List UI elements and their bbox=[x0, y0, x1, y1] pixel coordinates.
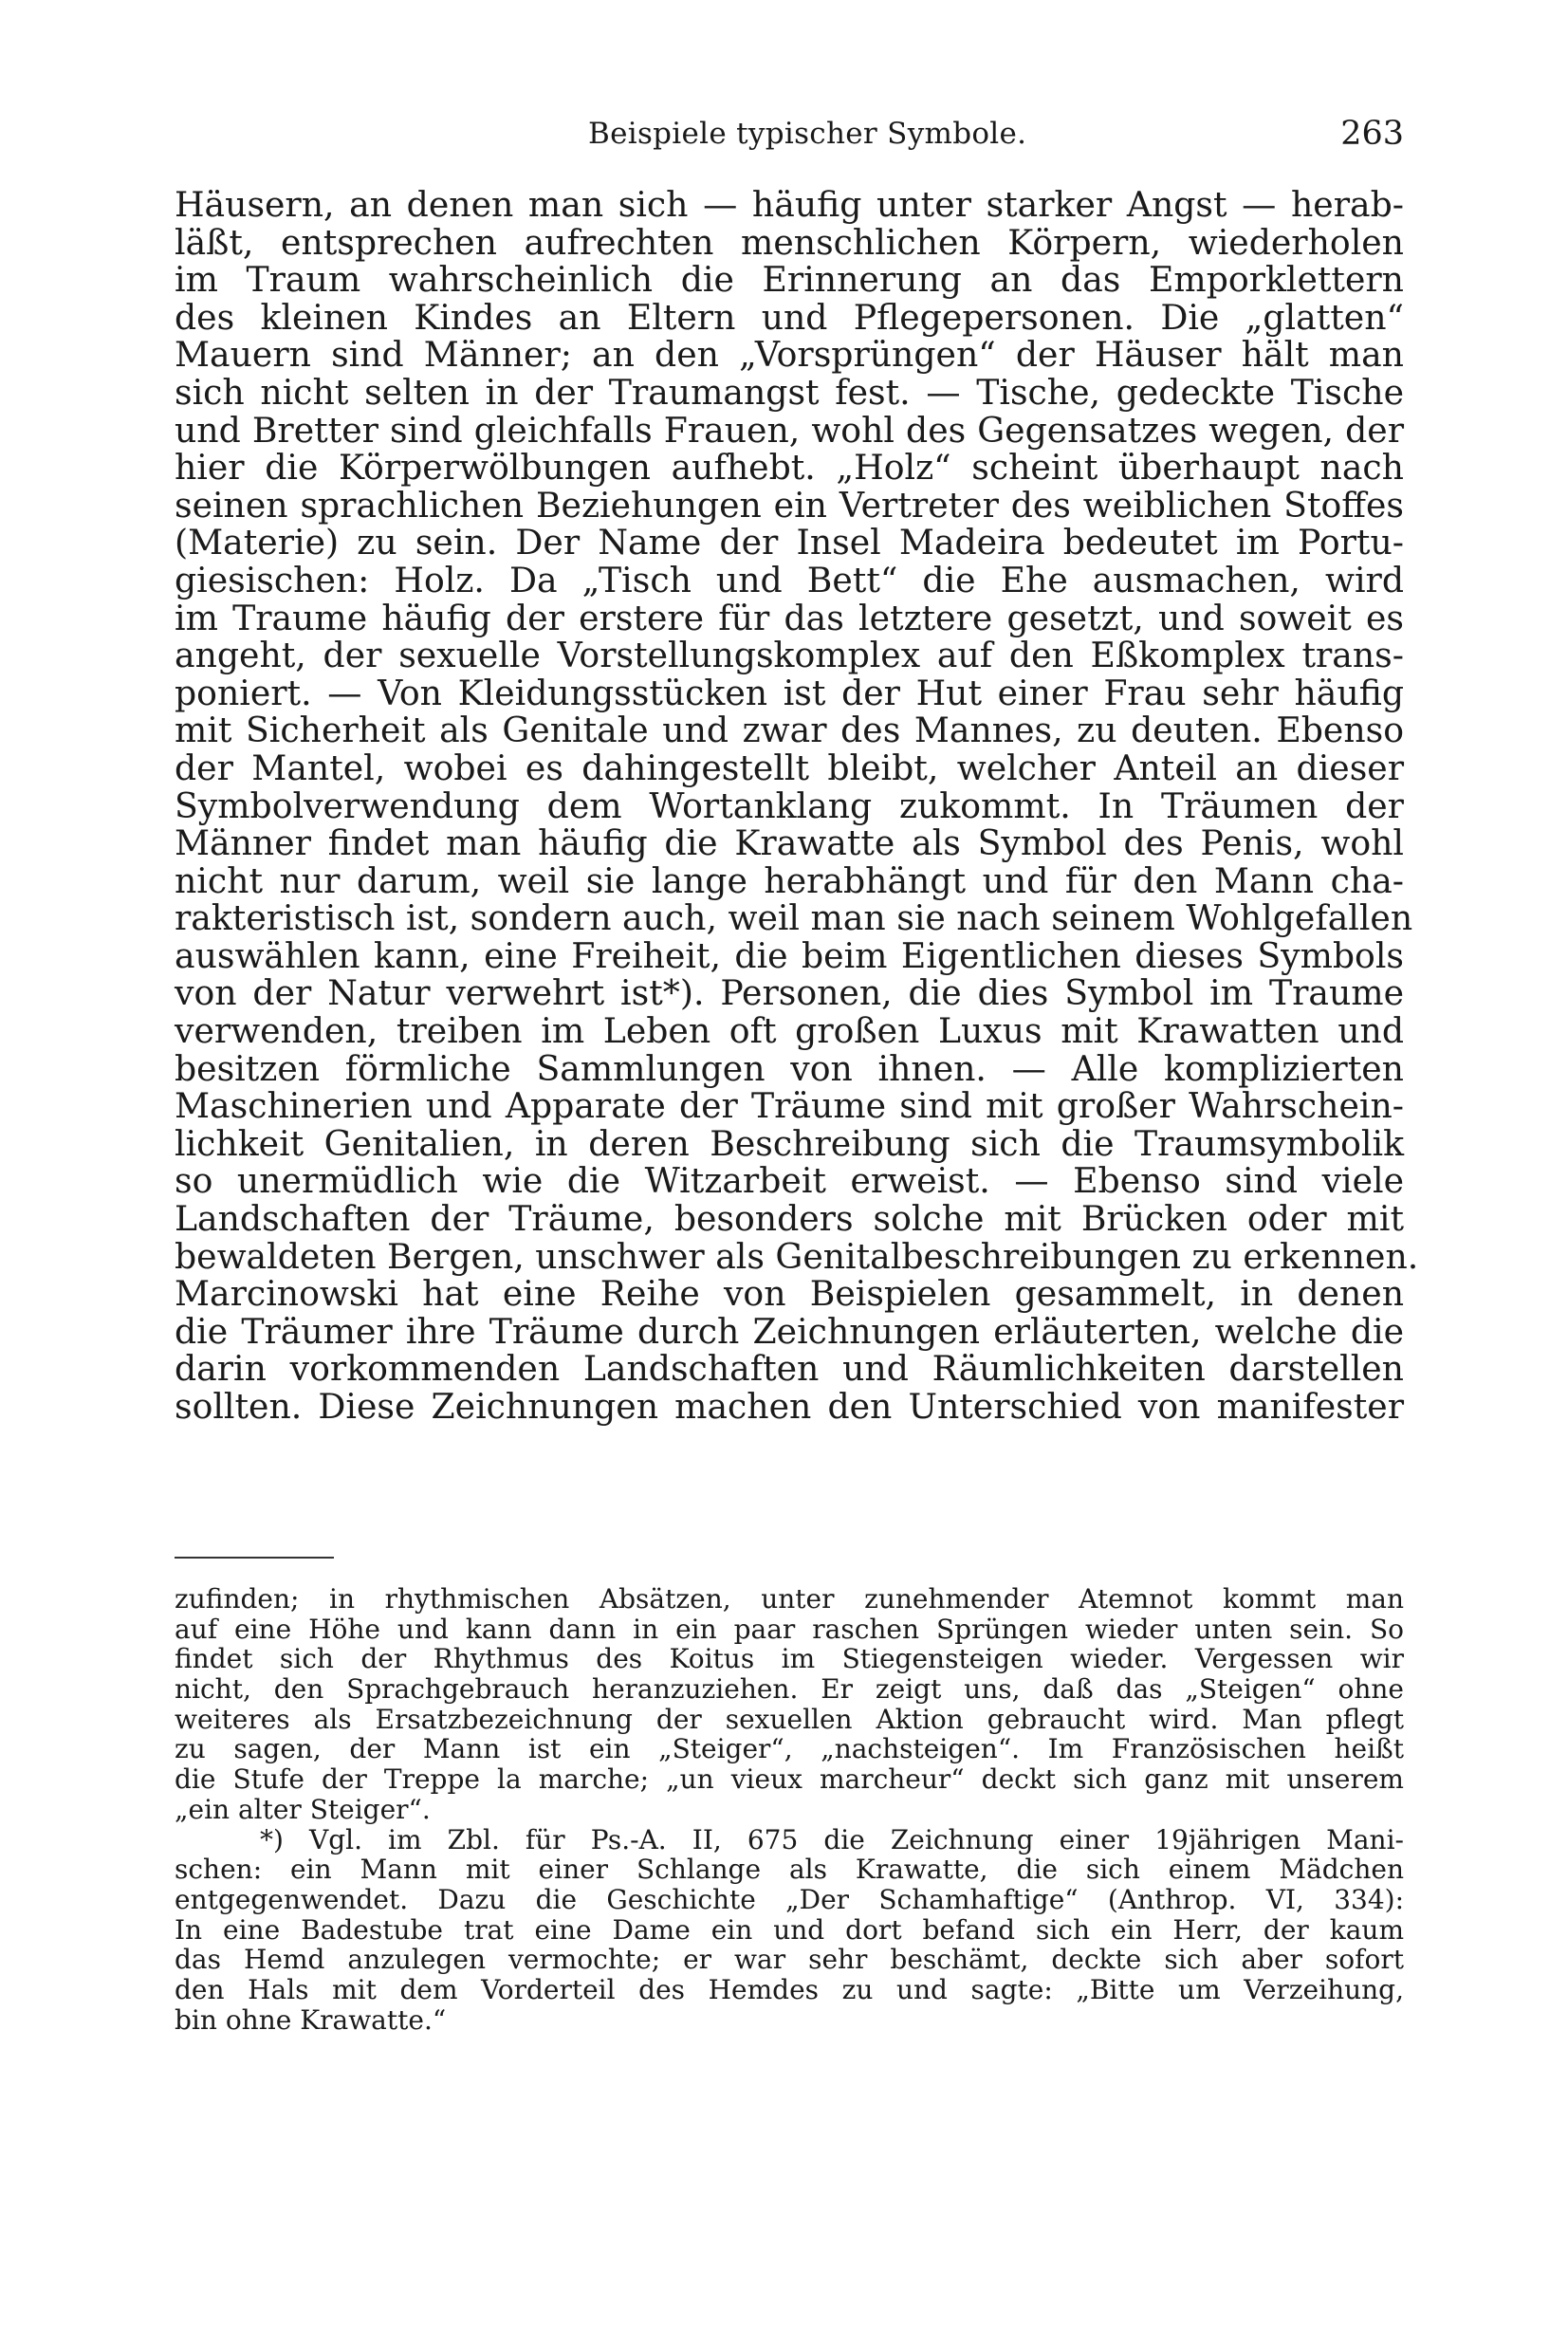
text-line: bewaldeten Bergen, unschwer als Genitalbeschreibungen zu erkennen. bbox=[175, 1235, 1419, 1277]
footnote-divider bbox=[175, 1557, 334, 1559]
footnote-line: weiteres als Ersatzbezeichnung der sexuellen Aktion gebraucht wird. Man pflegt bbox=[175, 1703, 1404, 1735]
text-line: von der Natur verwehrt ist*). Personen, die dies Symbol im Traume bbox=[175, 972, 1404, 1014]
text-line: mit Sicherheit als Genitale und zwar des Mannes, zu deuten. Ebenso bbox=[175, 710, 1404, 751]
footnote-line: zufinden; in rhythmischen Absätzen, unter zunehmender Atemnot kommt man bbox=[175, 1583, 1404, 1615]
text-line: Maschinerien und Apparate der Träume sind mit großer Wahrschein- bbox=[175, 1085, 1404, 1127]
text-line: nicht nur darum, weil sie lange herabhängt und für den Mann cha- bbox=[175, 859, 1404, 901]
text-line: seinen sprachlichen Beziehungen ein Vertreter des weiblichen Stoffes bbox=[175, 484, 1404, 526]
text-line: angeht, der sexuelle Vorstellungskomplex auf den Eßkomplex trans- bbox=[175, 635, 1404, 676]
running-title: Beispiele typischer Symbole. bbox=[588, 117, 1027, 151]
text-line: hier die Körperwölbungen aufhebt. „Holz“ scheint überhaupt nach bbox=[175, 447, 1404, 489]
text-line: Mauern sind Männer; an den „Vorsprüngen“ der Häuser hält man bbox=[175, 334, 1404, 376]
star-footnote-line: bin ohne Krawatte.“ bbox=[175, 2003, 447, 2036]
text-line: Symbolverwendung dem Wortanklang zukommt. In Träumen der bbox=[175, 784, 1404, 826]
text-line: läßt, entsprechen aufrechten menschlichen Körpern, wiederholen bbox=[175, 221, 1404, 263]
star-footnote-line: In eine Badestube trat eine Dame ein und dort befand sich ein Herr, der kaum bbox=[175, 1913, 1404, 1946]
text-line: der Mantel, wobei es dahingestellt bleibt, welcher Anteil an dieser bbox=[175, 747, 1404, 788]
page-number: 263 bbox=[1340, 115, 1404, 153]
text-line: sich nicht selten in der Traumangst fest. — Tische, gedeckte Tische bbox=[175, 371, 1404, 413]
text-line: Marcinowski hat eine Reihe von Beispielen gesammelt, in denen bbox=[175, 1273, 1404, 1315]
text-line: (Materie) zu sein. Der Name der Insel Madeira bedeutet im Portu- bbox=[175, 522, 1404, 563]
footnote-line: nicht, den Sprachgebrauch heranzuziehen. Er zeigt uns, daß das „Steigen“ ohne bbox=[175, 1673, 1404, 1706]
star-footnote-line: *) Vgl. im Zbl. für Ps.-A. II, 675 die Zeichnung einer 19jährigen Mani- bbox=[260, 1823, 1404, 1855]
page-header bbox=[175, 112, 1404, 156]
text-line: im Traume häufig der erstere für das letztere gesetzt, und soweit es bbox=[175, 597, 1404, 638]
text-line: darin vorkommenden Landschaften und Räumlichkeiten darstellen bbox=[175, 1348, 1404, 1390]
text-line: auswählen kann, eine Freiheit, die beim Eigentlichen dieses Symbols bbox=[175, 934, 1404, 976]
text-line: des kleinen Kindes an Eltern und Pflegepersonen. Die „glatten“ bbox=[175, 296, 1404, 338]
text-line: verwenden, treiben im Leben oft großen Luxus mit Krawatten und bbox=[175, 1010, 1404, 1052]
book-page bbox=[175, 0, 1419, 2344]
text-line: die Träumer ihre Träume durch Zeichnungen erläuterten, welche die bbox=[175, 1310, 1404, 1352]
text-line: sollten. Diese Zeichnungen machen den Unterschied von manifester bbox=[175, 1386, 1404, 1427]
footnotes bbox=[175, 1584, 1404, 2035]
star-footnote-line: den Hals mit dem Vorderteil des Hemdes zu und sagte: „Bitte um Verzeihung, bbox=[175, 1973, 1404, 2005]
text-line: Häusern, an denen man sich — häufig unter starker Angst — herab- bbox=[175, 184, 1404, 225]
footnote-line: „ein alter Steiger“. bbox=[175, 1793, 431, 1825]
footnote-line: auf eine Höhe und kann dann in ein paar raschen Sprüngen wieder unten sein. So bbox=[175, 1613, 1404, 1645]
text-line: rakteristisch ist, sondern auch, weil man sie nach seinem Wohlgefallen bbox=[175, 897, 1413, 939]
star-footnote-line: entgegenwendet. Dazu die Geschichte „Der Schamhaftige“ (Anthrop. VI, 334): bbox=[175, 1883, 1404, 1915]
text-line: Landschaften der Träume, besonders solche mit Brücken oder mit bbox=[175, 1198, 1404, 1240]
footnote-line: findet sich der Rhythmus des Koitus im Stiegensteigen wieder. Vergessen wir bbox=[175, 1643, 1404, 1675]
text-line: giesischen: Holz. Da „Tisch und Bett“ die Ehe ausmachen, wird bbox=[175, 559, 1404, 600]
text-line: poniert. — Von Kleidungsstücken ist der Hut einer Frau sehr häufig bbox=[175, 672, 1404, 713]
text-line: im Traum wahrscheinlich die Erinnerung an das Emporklettern bbox=[175, 259, 1404, 301]
footnote-line: die Stufe der Treppe la marche; „un vieux marcheur“ deckt sich ganz mit unserem bbox=[175, 1763, 1404, 1796]
footnote-line: zu sagen, der Mann ist ein „Steiger“, „nachsteigen“. Im Französischen heißt bbox=[175, 1733, 1404, 1765]
text-line: und Bretter sind gleichfalls Frauen, wohl des Gegensatzes wegen, der bbox=[175, 409, 1404, 451]
text-line: lichkeit Genitalien, in deren Beschreibung sich die Traumsymbolik bbox=[175, 1122, 1404, 1164]
star-footnote-line: das Hemd anzulegen vermochte; er war sehr beschämt, deckte sich aber sofort bbox=[175, 1944, 1404, 1976]
text-line: so unermüdlich wie die Witzarbeit erweist. — Ebenso sind viele bbox=[175, 1160, 1404, 1202]
text-line: besitzen förmliche Sammlungen von ihnen. — Alle komplizierten bbox=[175, 1047, 1404, 1089]
text-line: Männer findet man häufig die Krawatte als Symbol des Penis, wohl bbox=[175, 822, 1404, 864]
body-text bbox=[175, 184, 1419, 1427]
star-footnote-line: schen: ein Mann mit einer Schlange als Krawatte, die sich einem Mädchen bbox=[175, 1854, 1404, 1886]
